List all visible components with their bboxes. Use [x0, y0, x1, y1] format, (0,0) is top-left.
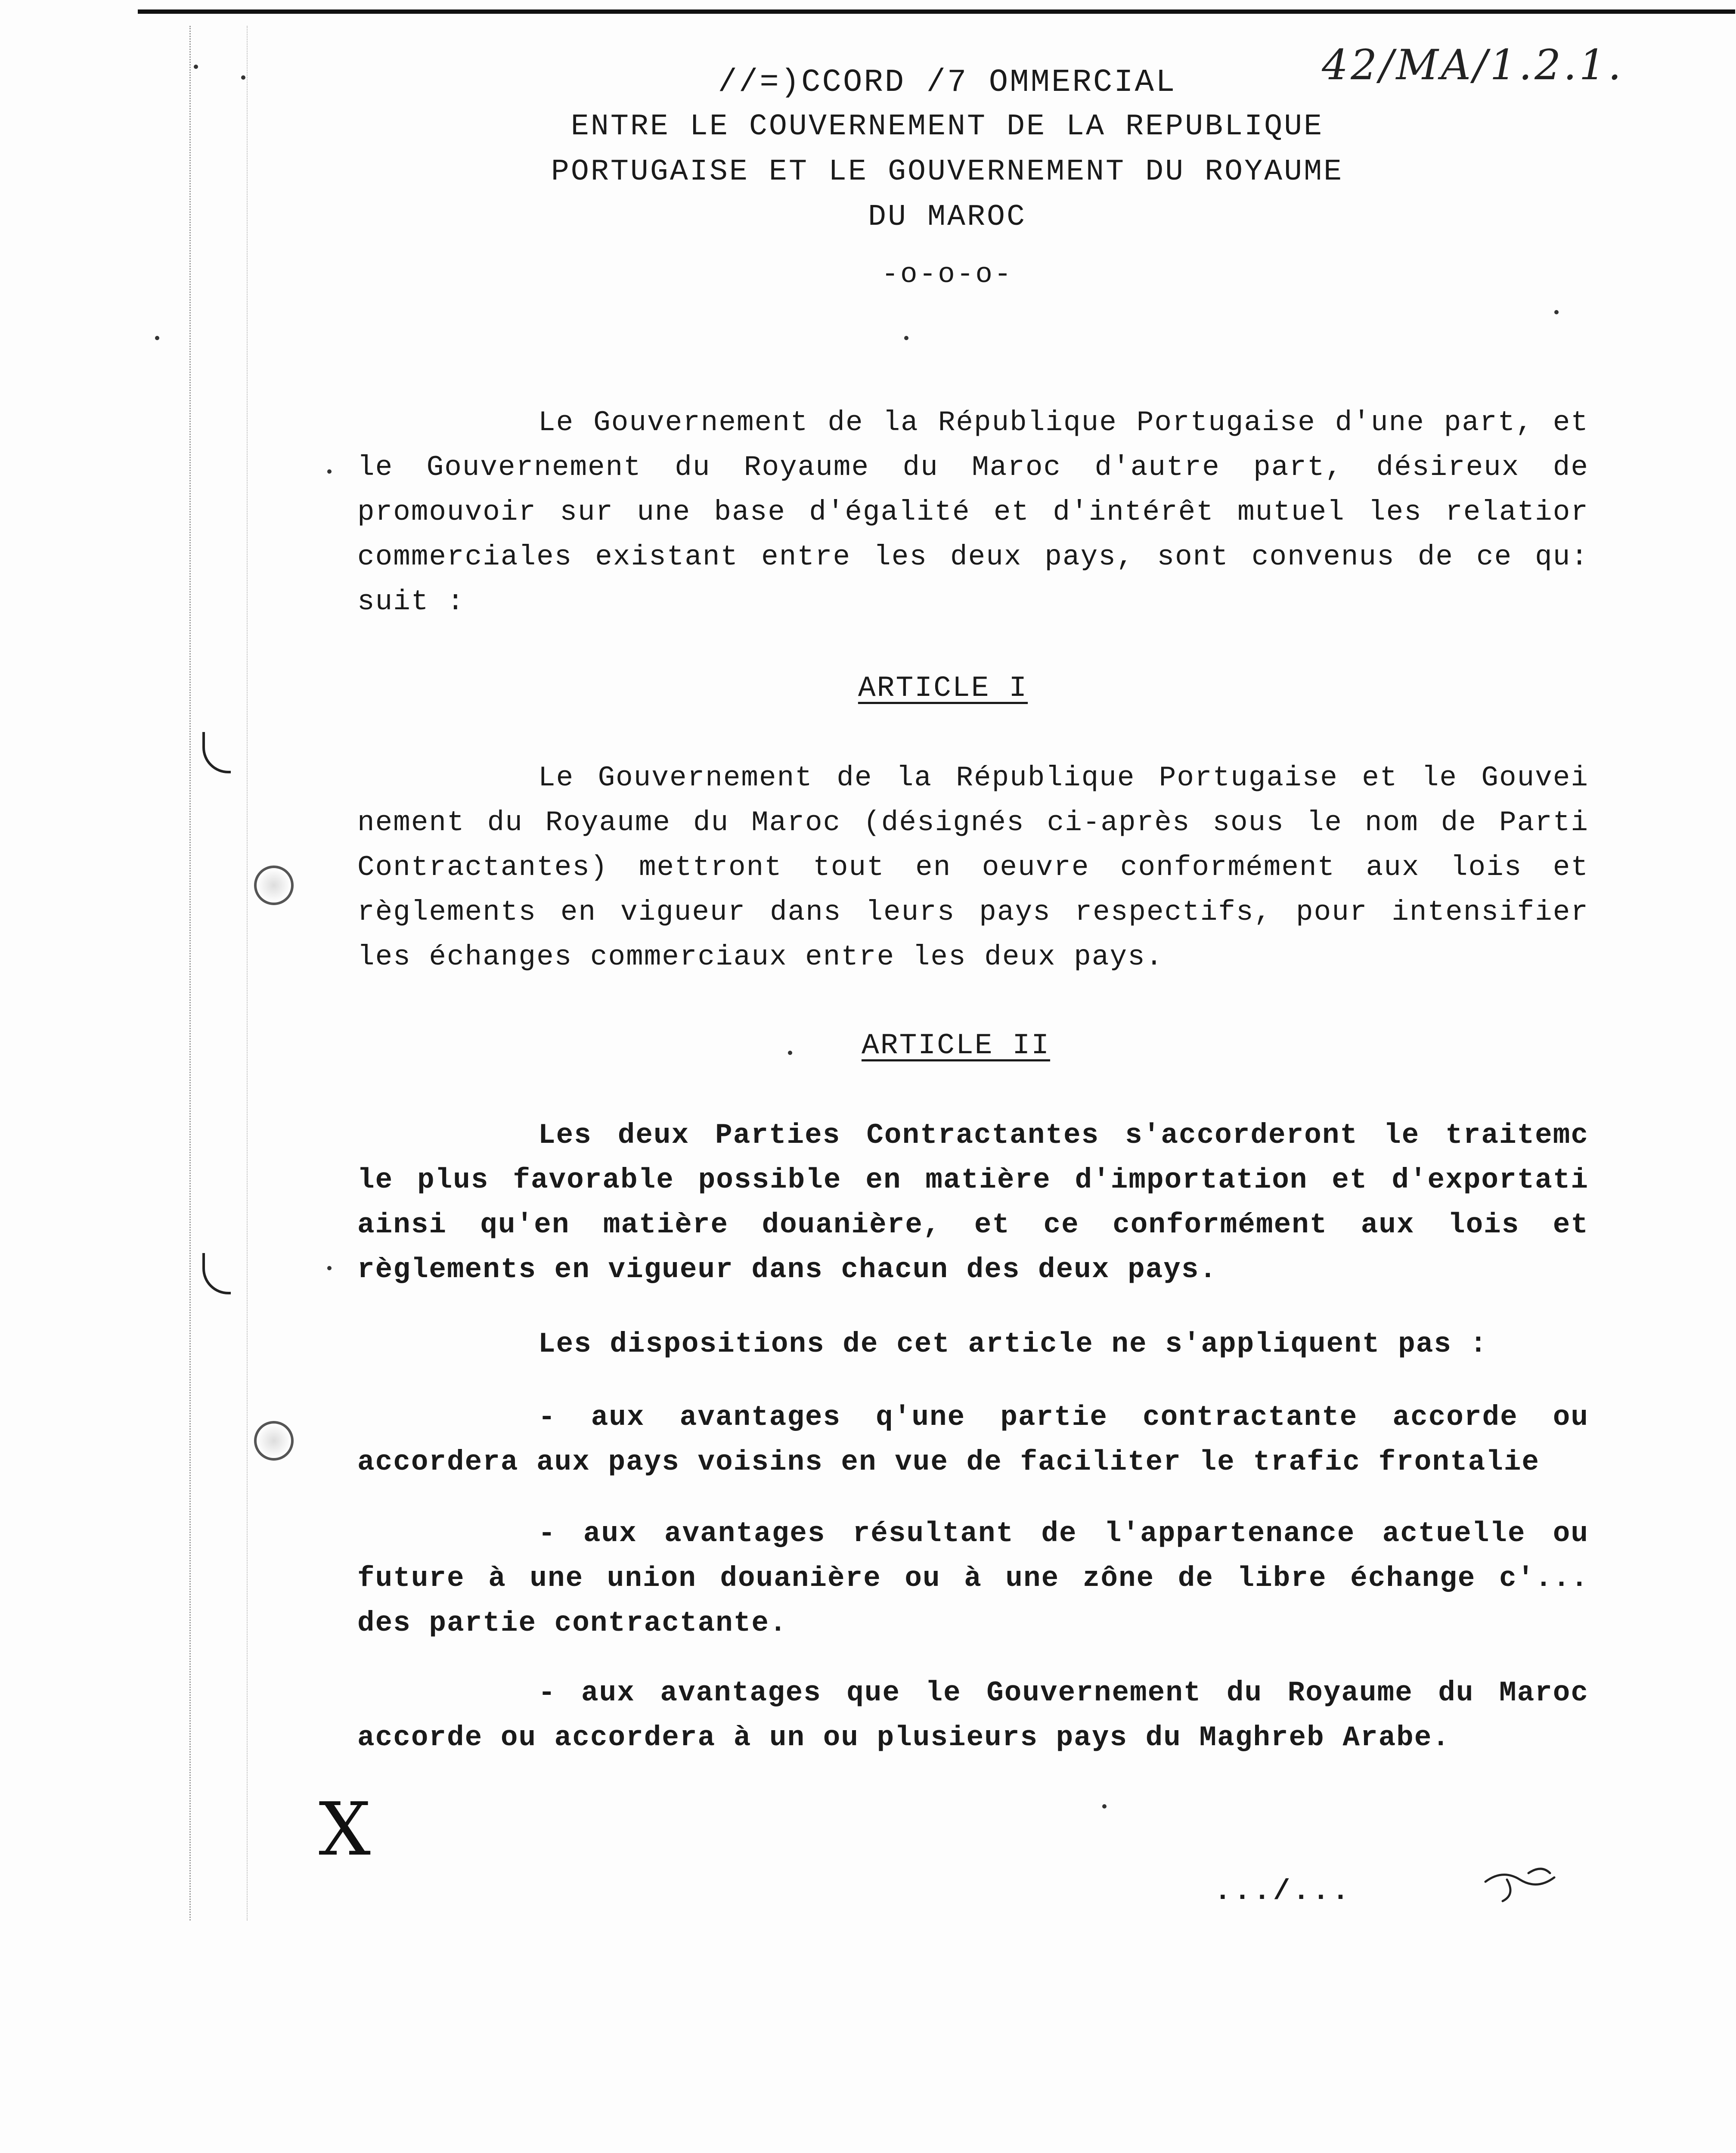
scan-speck — [194, 65, 198, 69]
reference-note: 42/MA/1.2.1. — [1322, 41, 1624, 89]
margin-handwritten-mark: X — [319, 1787, 371, 1872]
exception-item-3 — [357, 1671, 1589, 1760]
scan-speck — [327, 1266, 332, 1270]
article-1-paragraph — [357, 756, 1589, 980]
title-separator: -o-o-o- — [881, 258, 1013, 291]
article-2-title: ARTICLE II — [861, 1029, 1051, 1062]
scan-speck — [241, 75, 245, 80]
exception-item-2-text: - aux avantages résultant de l'appartenance actuelle ou future à une union douanière ou à une zône de libre échange c'... des partie contractante. — [357, 1517, 1589, 1639]
exception-item-1 — [357, 1395, 1589, 1485]
heading-line-3: DU MAROC — [868, 200, 1027, 234]
article-2-paragraph — [357, 1113, 1589, 1292]
punch-hole-lower — [254, 1421, 294, 1461]
scan-speck — [155, 336, 159, 340]
punch-hole-upper — [254, 866, 294, 905]
scan-speck — [904, 336, 908, 340]
article-1-title: ARTICLE I — [858, 672, 1028, 705]
scan-speck — [1102, 1804, 1107, 1809]
article-2-text: Les deux Parties Contractantes s'accorderont le traitemc le plus favorable possible en matière d'importation et d'exportati ainsi qu'en matière douanière, et ce conformément aux lois et règlements en vigueur dans chacun des deux pays. — [357, 1119, 1589, 1286]
continuation-mark: .../... — [1214, 1875, 1352, 1908]
preamble-paragraph — [357, 400, 1589, 624]
exception-item-3-text: - aux avantages que le Gouvernement du Royaume du Maroc accorde ou accordera à un ou plusieurs pays du Maghreb Arabe. — [357, 1677, 1589, 1754]
scan-speck — [327, 469, 332, 474]
preamble-text: Le Gouvernement de la République Portugaise d'une part, et le Gouvernement du Royaume du Maroc d'autre part, désireux de promouvoir sur une base d'égalité et d'intérêt mutuel les relatior commerciales existant entre les deux pays, sont convenus de ce qu: suit : — [357, 406, 1589, 618]
document-title: //=)CCORD /7 OMMERCIAL — [718, 65, 1177, 101]
binding-edge-artifact — [189, 26, 248, 1920]
exception-item-2 — [357, 1511, 1589, 1646]
exceptions-intro — [357, 1322, 1589, 1367]
scan-speck — [788, 1051, 792, 1055]
initials-signature — [1477, 1860, 1563, 1908]
exception-item-1-text: - aux avantages q'une partie contractante accorde ou accordera aux pays voisins en vue de faciliter le trafic frontalie — [357, 1401, 1589, 1478]
scan-speck — [1554, 310, 1559, 314]
exceptions-intro-text: Les dispositions de cet article ne s'appliquent pas : — [538, 1328, 1488, 1360]
heading-line-2: PORTUGAISE ET LE GOUVERNEMENT DU ROYAUME — [551, 155, 1344, 189]
article-1-text: Le Gouvernement de la République Portugaise et le Gouvei nement du Royaume du Maroc (désignés ci-après sous le nom de Parti Contractantes) mettront tout en oeuvre conformément aux lois et règlements en vigueur dans leurs pays respectifs, pour intensifier les échanges commerciaux entre les deux pays. — [357, 762, 1589, 973]
top-border-line — [138, 9, 1735, 14]
heading-line-1: ENTRE LE COUVERNEMENT DE LA REPUBLIQUE — [570, 110, 1324, 144]
